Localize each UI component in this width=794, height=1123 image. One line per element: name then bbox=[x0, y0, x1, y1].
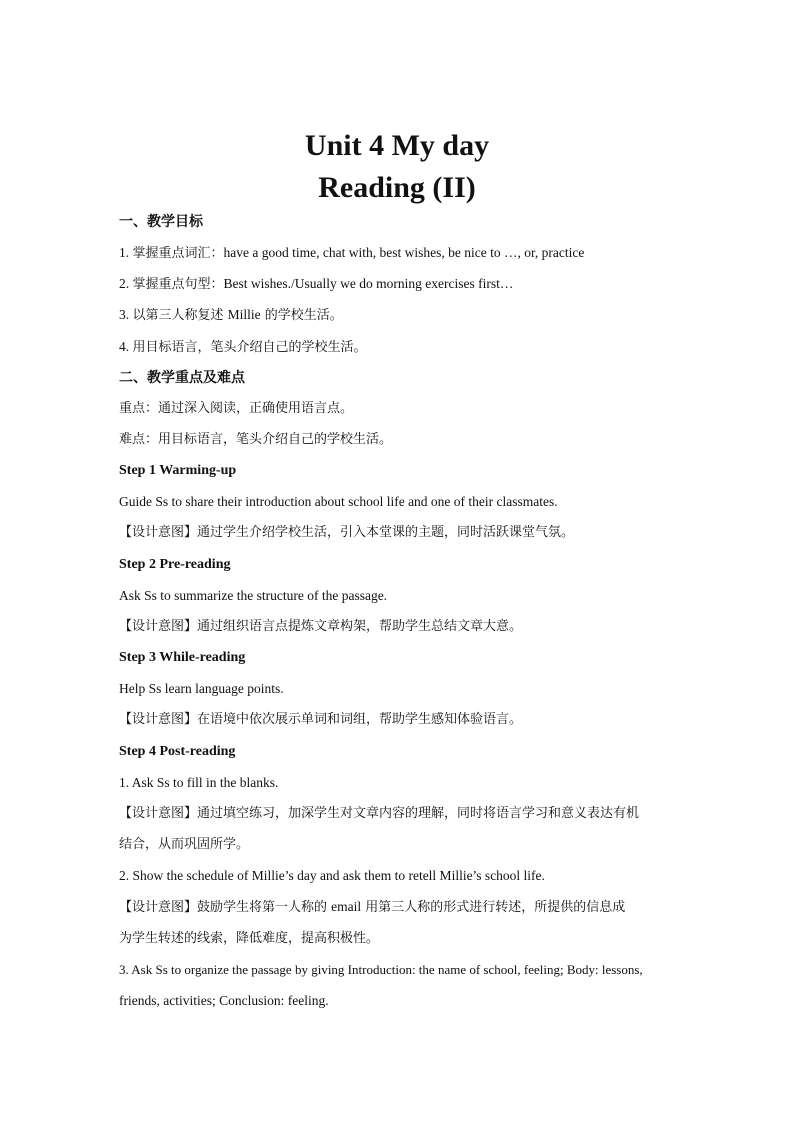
step-title: Step 3 While-reading bbox=[119, 650, 246, 665]
step-item-continued: friends, activities; Conclusion: feeling. bbox=[119, 993, 329, 1008]
section-heading-objectives: 一、教学目标 bbox=[119, 214, 203, 230]
design-intent: 【设计意图】通过学生介绍学校生活，引入本堂课的主题，同时活跃课堂气氛。 bbox=[119, 525, 575, 540]
design-intent-part: 【设计意图】鼓励学生将第一人称的 bbox=[119, 900, 332, 915]
document-subtitle: Reading (II) bbox=[318, 171, 476, 204]
objective-item bbox=[119, 244, 689, 263]
step-item: 2. Show the schedule of Millie’s day and ask them to retell Millie’s school life. bbox=[119, 868, 545, 883]
objective-item bbox=[119, 306, 689, 325]
design-intent-part: 用第三人称的形式进行转述，所提供的信息成 bbox=[361, 900, 626, 915]
objective-label: 掌握重点句型： bbox=[132, 277, 224, 292]
objective-text-part: 以第三人称复述 bbox=[132, 308, 228, 323]
step-item: 1. Ask Ss to fill in the blanks. bbox=[119, 775, 279, 790]
design-intent bbox=[119, 898, 689, 917]
objective-text: 用目标语言，笔头介绍自己的学校生活。 bbox=[132, 340, 367, 355]
step-item: 3. Ask Ss to organize the passage by giving Introduction: the name of school, feeling; Body: lessons, bbox=[119, 962, 643, 977]
objective-number: 2. bbox=[119, 276, 130, 291]
design-intent: 【设计意图】通过组织语言点提炼文章构架，帮助学生总结文章大意。 bbox=[119, 619, 523, 634]
design-intent-part: email bbox=[331, 899, 362, 914]
design-intent-continued: 为学生转述的线索，降低难度，提高积极性。 bbox=[119, 931, 380, 946]
design-intent: 【设计意图】在语境中依次展示单词和词组，帮助学生感知体验语言。 bbox=[119, 712, 523, 727]
objective-text-part: Millie bbox=[227, 307, 261, 322]
key-point: 重点：通过深入阅读，正确使用语言点。 bbox=[119, 401, 354, 416]
step-title: Step 1 Warming-up bbox=[119, 463, 237, 478]
design-intent: 【设计意图】通过填空练习，加深学生对文章内容的理解，同时将语言学习和意义表达有机 bbox=[119, 806, 640, 821]
step-content: Help Ss learn language points. bbox=[119, 681, 284, 696]
design-intent-continued: 结合，从而巩固所学。 bbox=[119, 837, 250, 852]
section-heading-key-points: 二、教学重点及难点 bbox=[119, 370, 245, 386]
objective-number: 1. bbox=[119, 245, 130, 260]
objective-item bbox=[119, 338, 689, 357]
document-title: Unit 4 My day bbox=[304, 129, 490, 162]
step-content: Guide Ss to share their introduction about school life and one of their classmates. bbox=[119, 494, 558, 509]
objective-text: Best wishes./Usually we do morning exercises first… bbox=[223, 276, 514, 291]
objective-number: 3. bbox=[119, 307, 130, 322]
objective-label: 掌握重点词汇： bbox=[132, 246, 224, 261]
objective-text-part: 的学校生活。 bbox=[260, 308, 343, 323]
objective-number: 4. bbox=[119, 339, 130, 354]
objective-text: have a good time, chat with, best wishes, be nice to …, or, practice bbox=[223, 245, 585, 260]
difficult-point: 难点：用目标语言，笔头介绍自己的学校生活。 bbox=[119, 432, 393, 447]
step-title: Step 2 Pre-reading bbox=[119, 557, 231, 572]
step-content: Ask Ss to summarize the structure of the passage. bbox=[119, 588, 388, 603]
step-title: Step 4 Post-reading bbox=[119, 744, 236, 759]
objective-item bbox=[119, 275, 689, 294]
